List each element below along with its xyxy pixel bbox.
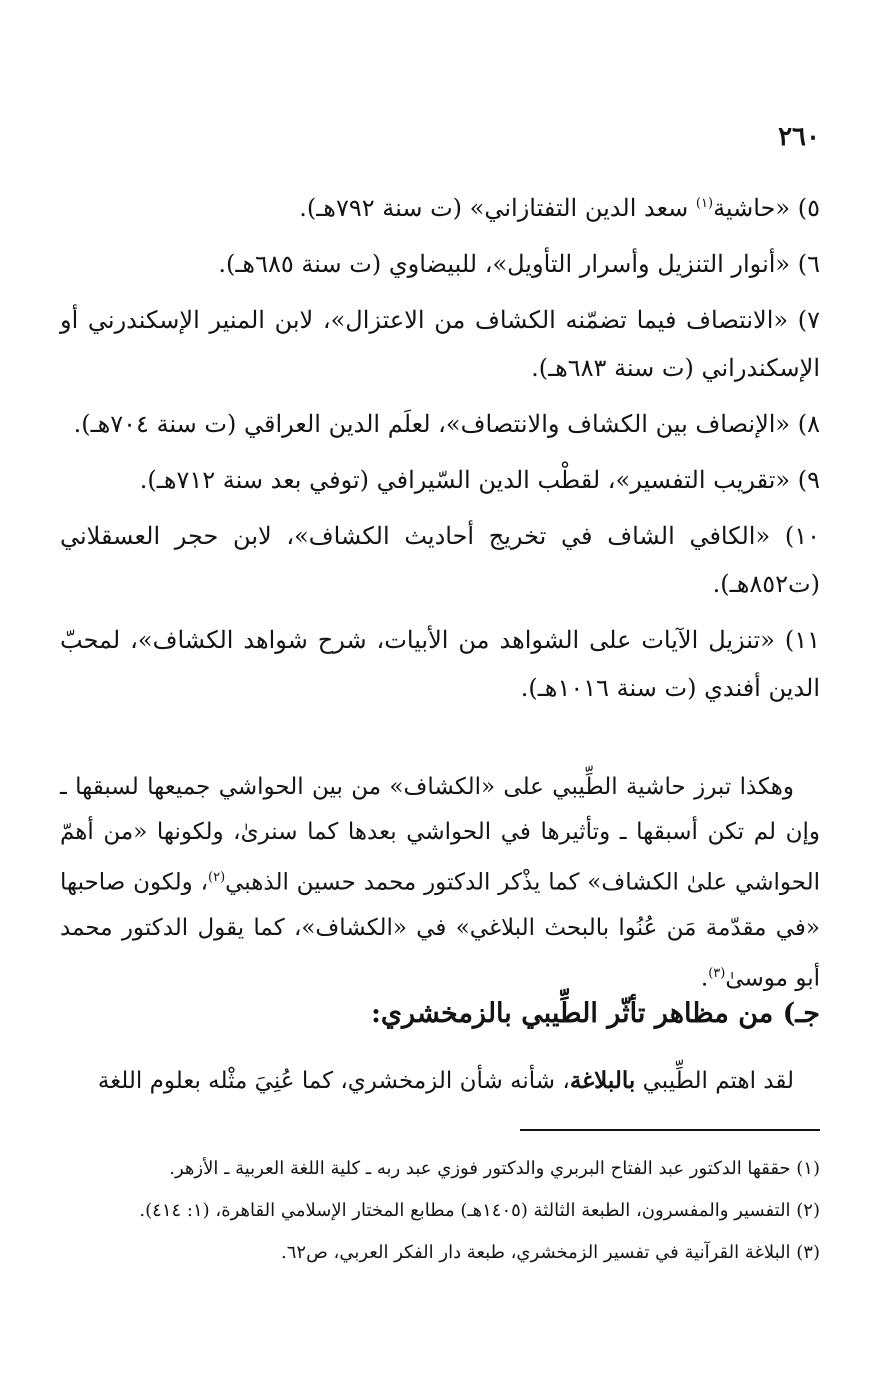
footnote-marker: (٢) — [208, 870, 226, 885]
footnote: (٢) التفسير والمفسرون، الطبعة الثالثة (١٤٠٥هـ) مطابع المختار الإسلامي القاهرة، (١: ٤١٤). — [139, 1200, 820, 1221]
body-paragraph: وهكذا تبرز حاشية الطِّيبي على «الكشاف» من بين الحواشي جميعها لسبقها ـ وإن لم تكن أسبقها ـ وتأثيرها في الحواشي بعدها كما سنرىٰ، ولكونها «من أهمّ الحواشي علىٰ الكشاف» كما يذْكر الدكتور محمد حسين الذهبي$^{(٢)}$، ولكون صاحبها «في مقدّمة مَن عُنُوا بالبحث البلاغي» في «الكشاف»، كما يقول الدكتور محمد أبو موسىٰ$^{(٣)}$. — [60, 774, 820, 992]
list-item: ١١) «تنزيل الآيات على الشواهد من الأبيات، شرح شواهد الكشاف»، لمحبّ الدين أفندي (ت سنة ١٠١٦هـ). — [60, 626, 820, 702]
book-page — [60, 0, 820, 1388]
footnotes — [60, 1148, 820, 1274]
list-item: ٨) «الإنصاف بين الكشاف والانتصاف»، لعلَم الدين العراقي (ت سنة ٧٠٤هـ). — [73, 410, 820, 438]
list-item: ٥) «حاشية$^{(١)}$ سعد الدين التفتازاني» (ت سنة ٧٩٢هـ). — [299, 194, 820, 222]
bold-term: بالبلاغة — [569, 1067, 636, 1094]
list-item: ٧) «الانتصاف فيما تضمّنه الكشاف من الاعتزال»، لابن المنير الإسكندرني أو الإسكندراني (ت سنة ٦٨٣هـ). — [60, 306, 820, 382]
list-item: ٩) «تقريب التفسير»، لقطْب الدين السّيرافي (توفي بعد سنة ٧١٢هـ). — [139, 466, 820, 494]
list-item: ١٠) «الكافي الشاف في تخريج أحاديث الكشاف»، لابن حجر العسقلاني (ت٨٥٢هـ). — [60, 522, 820, 598]
entries-list — [60, 180, 820, 720]
footnote-marker: (٣) — [708, 965, 726, 981]
footnote-marker: (١) — [695, 196, 714, 211]
section-heading: جـ) من مظاهر تأثّر الطِّيبي بالزمخشري: — [370, 998, 820, 1029]
footnote-divider — [520, 1129, 820, 1131]
footnote: (٣) البلاغة القرآنية في تفسير الزمخشري، طبعة دار الفكر العربي، ص٦٢. — [280, 1242, 820, 1263]
list-item: ٦) «أنوار التنزيل وأسرار التأويل»، للبيضاوي (ت سنة ٦٨٥هـ). — [218, 250, 820, 278]
page-number: ٢٦٠ — [778, 122, 820, 152]
body-paragraph-2: لقد اهتم الطِّيبي بالبلاغة، شأنه شأن الزمخشري، كما عُنِيَ مثْله بعلوم اللغة — [97, 1067, 794, 1094]
footnote: (١) حققها الدكتور عبد الفتاح البربري والدكتور فوزي عبد ربه ـ كلية اللغة العربية ـ الأزهر. — [169, 1158, 820, 1179]
